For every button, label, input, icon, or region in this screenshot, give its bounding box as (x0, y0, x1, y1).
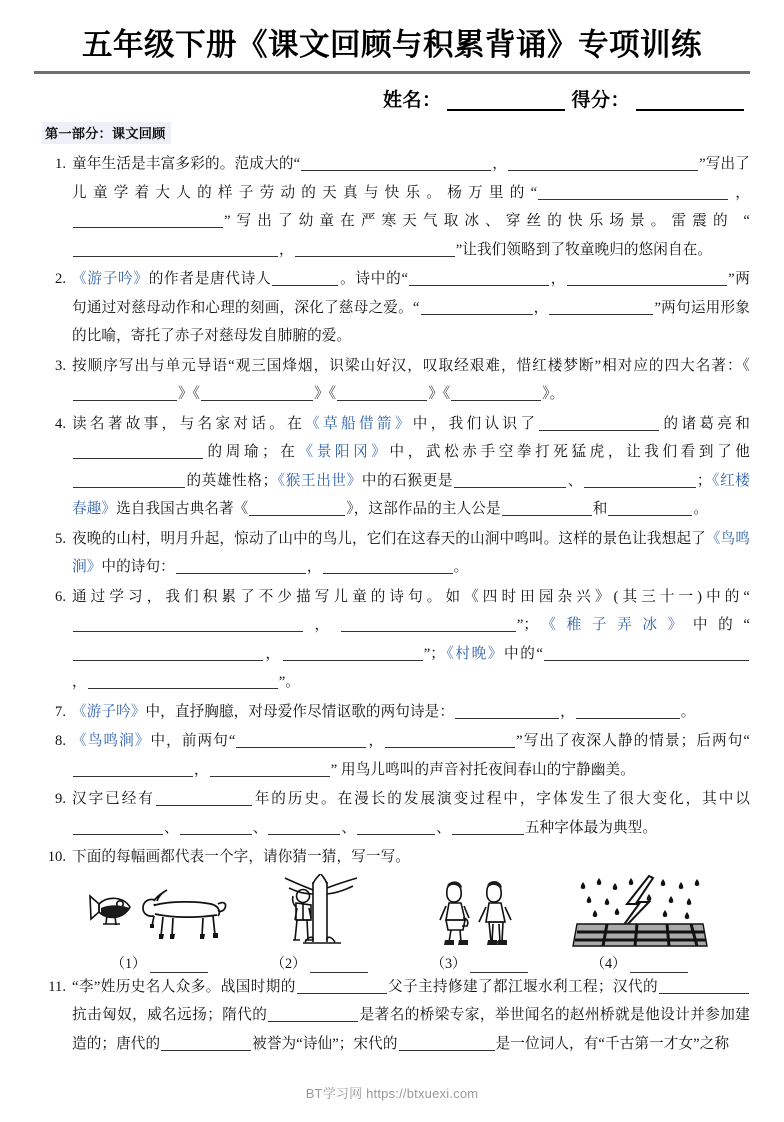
question-text (72, 525, 750, 582)
question-item (40, 843, 750, 872)
book-title: 《景阳冈》 (298, 444, 390, 461)
question-text-run: ， (304, 617, 340, 634)
question-text-run: 。 (693, 501, 709, 518)
question-item (40, 265, 750, 351)
question-text-run: 按顺序写出与单元导语“观三国烽烟，识梁山好汉，叹取经艰难，惜红楼梦断”相对应的四大名著：《 (72, 357, 750, 374)
answer-blank[interactable] (88, 671, 278, 689)
answer-blank[interactable] (297, 976, 387, 994)
book-title: 《游子吟》 (72, 703, 146, 720)
question-number: 5. (55, 530, 66, 547)
answer-blank[interactable] (73, 383, 177, 401)
question-text-run: ”写出了夜深人静的情景；后两句“ (516, 733, 750, 750)
question-text-run: ， (550, 271, 567, 288)
question-text-run: ” 用鸟儿鸣叫的声音衬托夜间春山的宁静幽美。 (330, 761, 635, 778)
question-text-run: ”； (423, 645, 445, 662)
question-text-run: 是著名的桥梁专家，举世闻名的赵州桥就是他设计并参加建造的；唐代的 (72, 1007, 750, 1052)
question-text-run: 的诸葛亮和 (660, 415, 750, 432)
question-text-run: 父子主持修建了都江堰水利工程；汉代的 (387, 978, 658, 995)
book-title: 《游子吟》 (72, 271, 149, 288)
answer-blank[interactable] (608, 498, 692, 516)
answer-blank[interactable] (295, 239, 455, 257)
question-text-run: 中，前两句“ (150, 733, 236, 750)
answer-blank[interactable] (201, 383, 313, 401)
question-text-run: ， (367, 733, 385, 750)
question-text-run: 中，武松赤手空拳打死猛虎，让我们看到了他 (389, 444, 750, 461)
answer-blank[interactable] (659, 976, 749, 994)
question-text (72, 583, 750, 697)
book-title: 《稚子弄冰》 (538, 617, 693, 634)
question-item (40, 727, 750, 784)
answer-blank[interactable] (310, 955, 368, 973)
question-text-run: 、 (341, 819, 357, 836)
two-people-walking-picture (405, 878, 555, 952)
question-text-run: 》《 (428, 386, 451, 403)
question-text-run: 、 (567, 472, 583, 489)
question-text-run: 中，我们认识了 (412, 415, 539, 432)
question-text-run: ”两句运用形象的比喻，寄托了赤子对慈母发自肺腑的爱。 (72, 299, 750, 345)
answer-blank[interactable] (73, 759, 193, 777)
question-number: 7. (55, 703, 66, 720)
answer-blank[interactable] (268, 817, 340, 835)
answer-blank[interactable] (301, 153, 491, 171)
section-header-part-one: 第一部分：课文回顾 (42, 122, 171, 144)
question-text-run: 抗击匈奴，威名远扬；隋代的 (72, 1007, 268, 1024)
question-text-run: 年的历史。在漫长的发展演变过程中，字体发生了很大变化，其中以 (252, 791, 750, 808)
question-text-run: 中，直抒胸臆，对母爱作尽情讴歌的两句诗是： (145, 703, 455, 720)
answer-blank[interactable] (539, 413, 659, 431)
question-text (72, 843, 750, 872)
question-text-run: ”写出了幼童在严寒天气取冰、穿丝的快乐场景。雷震的 “ (224, 213, 750, 230)
answer-blank[interactable] (584, 470, 696, 488)
answer-blank[interactable] (150, 955, 208, 973)
answer-blank[interactable] (249, 498, 345, 516)
book-title: 《鸟鸣涧》 (72, 530, 750, 576)
name-score-row (34, 85, 750, 112)
picture-riddle-cell (85, 878, 235, 973)
answer-blank[interactable] (236, 730, 366, 748)
book-title: 《红楼春趣》 (72, 472, 750, 518)
footer-watermark: BT学习网 https://btxuexi.com (305, 1086, 479, 1101)
answer-blank[interactable] (73, 470, 185, 488)
question-text-run: ”写出了儿童学着大人的样子劳动的天真与快乐。杨万里的“ (72, 156, 750, 201)
answer-blank[interactable] (73, 817, 163, 835)
answer-blank[interactable] (549, 297, 653, 315)
question-text-run: 》，这部作品的主人公是 (346, 501, 501, 518)
question-item (40, 410, 750, 524)
question-text-run: 的英雄性格； (186, 472, 278, 489)
fish-and-goat-picture (85, 878, 235, 952)
answer-blank[interactable] (470, 955, 528, 973)
picture-riddle-cell (565, 878, 715, 973)
question-text-run: 》《 (178, 386, 201, 403)
question-text-run: ， (729, 184, 751, 201)
answer-blank[interactable] (161, 1033, 251, 1051)
answer-blank[interactable] (502, 498, 592, 516)
answer-blank[interactable] (508, 153, 698, 171)
book-title: 《村晚》 (445, 645, 505, 662)
question-number: 2. (55, 271, 66, 288)
answer-blank[interactable] (421, 297, 533, 315)
answer-blank[interactable] (323, 556, 453, 574)
question-number: 3. (55, 357, 66, 374)
answer-blank[interactable] (409, 268, 549, 286)
question-number: 11. (48, 978, 66, 995)
question-text-run: 、 (436, 819, 451, 836)
answer-blank[interactable] (455, 701, 559, 719)
question-text-run: 的周瑜；在 (204, 444, 299, 461)
question-number: 10. (47, 849, 66, 866)
picture-caption (591, 955, 689, 973)
answer-blank[interactable] (73, 614, 303, 632)
picture-riddle-cell (245, 878, 395, 973)
answer-blank[interactable] (452, 817, 524, 835)
question-text-run: 中的诗句： (101, 559, 175, 576)
question-text-run: 读名著故事，与名家对话。在 (72, 415, 306, 432)
question-text-run: 。诗中的“ (339, 271, 409, 288)
question-text-run: ， (533, 299, 549, 316)
question-text-run: 》。 (542, 386, 565, 403)
question-text-run: 和 (592, 501, 608, 518)
answer-blank[interactable] (176, 556, 306, 574)
question-item (40, 150, 750, 264)
question-text-run: 的作者是唐代诗人 (148, 271, 272, 288)
question-text-run: 。 (453, 559, 469, 576)
question-item (40, 973, 750, 1059)
score-label: 得分： (571, 90, 630, 112)
question-text-run: 中的“ (504, 645, 543, 662)
question-text-run: ； (696, 472, 712, 489)
book-title: 《鸟鸣涧》 (72, 733, 151, 750)
book-title: 《猴王出世》 (277, 472, 362, 489)
page-title: 五年级下册《课文回顾与积累背诵》专项训练 (82, 28, 702, 62)
question-text (72, 973, 750, 1059)
question-text (72, 352, 750, 409)
answer-blank[interactable] (180, 817, 252, 835)
question-text (72, 698, 750, 727)
question-text (72, 265, 750, 351)
person-leaning-on-tree-picture (245, 878, 395, 952)
name-label: 姓名： (382, 90, 442, 112)
question-text-run: 中的石猴更是 (361, 472, 454, 489)
question-text-run: ， (306, 559, 322, 576)
picture-label: （1） (110, 955, 147, 972)
answer-blank[interactable] (385, 730, 515, 748)
rain-lightning-over-field-picture (565, 878, 715, 952)
question-number: 8. (55, 733, 66, 750)
answer-blank[interactable] (73, 239, 278, 257)
answer-blank[interactable] (357, 817, 435, 835)
answer-blank[interactable] (73, 643, 263, 661)
question-text-run: “李”姓历史名人众多。战国时期的 (72, 978, 296, 995)
answer-blank[interactable] (73, 210, 223, 228)
answer-blank[interactable] (544, 643, 749, 661)
picture-caption (111, 955, 209, 973)
picture-label: （2） (270, 955, 307, 972)
question-text-run: ， (194, 761, 209, 778)
question-text-run: ”。 (278, 674, 300, 691)
question-item (40, 785, 750, 842)
question-number: 4. (55, 415, 66, 432)
question-number: 1. (55, 156, 66, 173)
answer-blank[interactable] (337, 383, 427, 401)
picture-riddle-row (80, 878, 750, 973)
picture-caption (431, 955, 529, 973)
book-title: 《草船借箭》 (305, 415, 413, 432)
picture-caption (271, 955, 369, 973)
answer-blank[interactable] (399, 1033, 495, 1051)
answer-blank[interactable] (567, 268, 727, 286)
answer-blank[interactable] (210, 759, 330, 777)
question-text-run: ， (560, 703, 575, 720)
answer-blank[interactable] (451, 383, 541, 401)
question-text-run: 童年生活是丰富多彩的。范成大的“ (72, 156, 301, 173)
answer-blank[interactable] (538, 182, 728, 200)
question-number: 6. (55, 588, 66, 605)
picture-label: （4） (590, 955, 627, 972)
question-text-run: ”； (516, 617, 539, 634)
question-text-run: ”让我们领略到了牧童晚归的悠闲自在。 (455, 241, 713, 258)
question-text-run: 通过学习，我们积累了不少描写儿童的诗句。如《四时田园杂兴》(其三十一)中的“ (72, 588, 750, 605)
question-text-run: ， (264, 645, 282, 662)
question-text-run: ”两句通过对慈母动作和心理的刻画，深化了慈母之爱。“ (72, 271, 750, 316)
question-item (40, 698, 750, 727)
answer-blank[interactable] (454, 470, 566, 488)
question-text-run: 、 (164, 819, 179, 836)
answer-blank[interactable] (268, 1004, 358, 1022)
question-text-run: ， (279, 241, 294, 258)
answer-blank[interactable] (341, 614, 516, 632)
question-text-run: 夜晚的山村，明月升起，惊动了山中的鸟儿，它们在这春天的山涧中鸣叫。这样的景色让我想起了 (72, 530, 706, 547)
question-text-run: 汉字已经有 (72, 791, 155, 808)
answer-blank[interactable] (272, 268, 338, 286)
question-text-run: 》《 (314, 386, 337, 403)
question-text (72, 410, 750, 524)
question-text-run: 中的“ (692, 617, 750, 634)
question-item (40, 583, 750, 697)
question-text-run: 是一位词人，有“千古第一才女”之称 (495, 1035, 730, 1052)
answer-blank[interactable] (156, 788, 252, 806)
question-text-run: ， (492, 156, 508, 173)
question-item (40, 352, 750, 409)
question-list (34, 150, 750, 1058)
question-text (72, 785, 750, 842)
name-input-line[interactable] (447, 92, 565, 111)
title-block (34, 0, 750, 74)
answer-blank[interactable] (576, 701, 680, 719)
question-text-run: 下面的每幅画都代表一个字，请你猜一猜，写一写。 (72, 849, 410, 866)
question-text-run: ， (72, 674, 87, 691)
question-text-run: 被誉为“诗仙”；宋代的 (252, 1035, 398, 1052)
picture-riddle-cell (405, 878, 555, 973)
title-divider (34, 71, 750, 74)
answer-blank[interactable] (73, 441, 203, 459)
question-number: 9. (55, 791, 66, 808)
question-item (40, 525, 750, 582)
score-input-line[interactable] (636, 92, 744, 111)
answer-blank[interactable] (630, 955, 688, 973)
answer-blank[interactable] (283, 643, 423, 661)
question-text-run: 、 (252, 819, 268, 836)
question-text-run: 五种字体最为典型。 (524, 819, 658, 836)
picture-label: （3） (430, 955, 467, 972)
question-text-run: 。 (680, 703, 696, 720)
question-text (72, 727, 750, 784)
question-text (72, 150, 750, 264)
question-text-run: 选自我国古典名著《 (116, 501, 249, 518)
